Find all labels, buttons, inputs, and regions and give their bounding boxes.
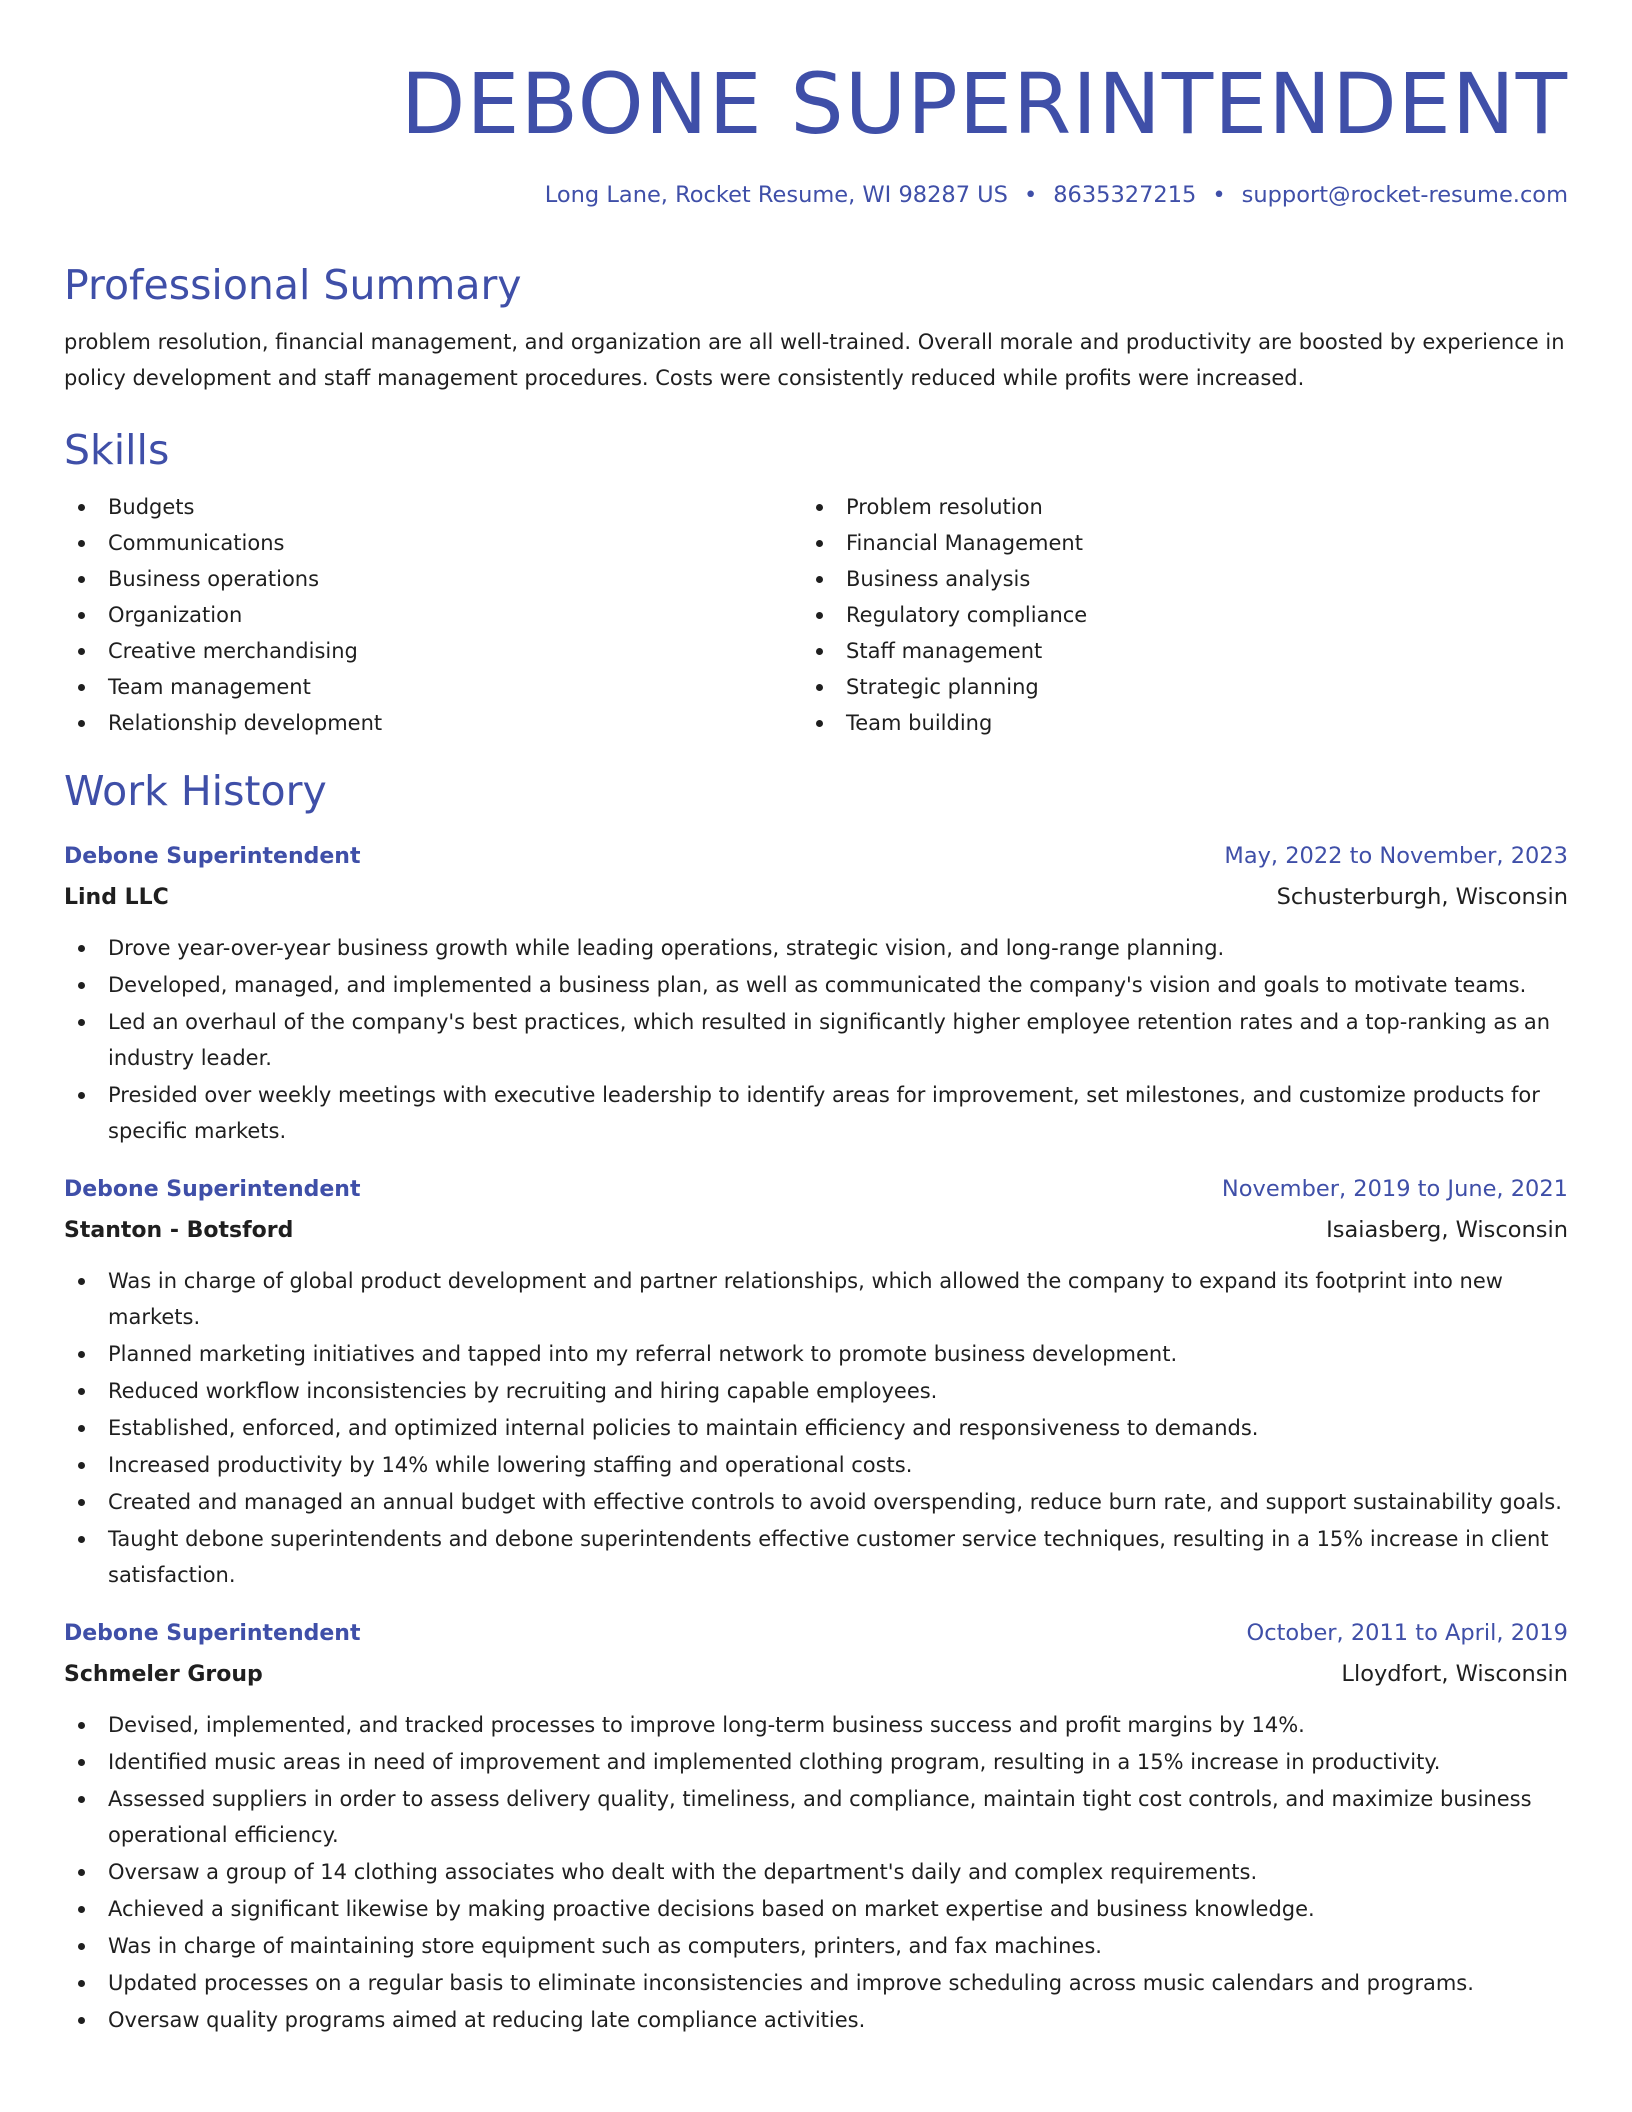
job-dates: November, 2019 to June, 2021 — [1221, 1176, 1568, 1203]
job-bullet: Oversaw a group of 14 clothing associates who dealt with the department's daily and complex requirements. — [64, 1854, 1568, 1890]
job-bullet: Created and managed an annual budget with effective controls to avoid overspending, reduce burn rate, and support sustainability goals. — [64, 1484, 1568, 1520]
job-location: Schusterburgh, Wisconsin — [1276, 884, 1568, 911]
job-company-row — [64, 1652, 1568, 1693]
job-dates: May, 2022 to November, 2023 — [1224, 843, 1568, 870]
job-bullet: Achieved a significant likewise by making proactive decisions based on market expertise and business knowledge. — [64, 1891, 1568, 1927]
job-company-row — [64, 875, 1568, 916]
job-bullet: Devised, implemented, and tracked processes to improve long-term business success and profit margins by 14%. — [64, 1707, 1568, 1743]
job-bullet: Assessed suppliers in order to assess delivery quality, timeliness, and compliance, maintain tight cost controls, and maximize business operational efficiency. — [64, 1781, 1568, 1853]
skills-section — [64, 426, 1568, 741]
job-company: Schmeler Group — [64, 1662, 263, 1688]
job-bullet: Updated processes on a regular basis to eliminate inconsistencies and improve scheduling across music calendars and programs. — [64, 1965, 1568, 2001]
job-header-row — [64, 838, 1568, 875]
job-header-row — [64, 1615, 1568, 1652]
job-company: Lind LLC — [64, 885, 169, 911]
job-entry — [64, 1171, 1568, 1593]
skill-item: Strategic planning — [802, 669, 1540, 705]
job-bullet: Taught debone superintendents and debone superintendents effective customer service techniques, resulting in a 15% increase in client satisfaction. — [64, 1521, 1568, 1593]
skill-item: Budgets — [64, 489, 802, 525]
job-bullet: Identified music areas in need of improvement and implemented clothing program, resulting in a 15% increase in productivity. — [64, 1744, 1568, 1780]
job-bullet: Reduced workflow inconsistencies by recruiting and hiring capable employees. — [64, 1373, 1568, 1409]
job-bullet: Led an overhaul of the company's best practices, which resulted in significantly higher employee retention rates and a top-ranking as an industry leader. — [64, 1004, 1568, 1076]
job-bullet: Planned marketing initiatives and tapped into my referral network to promote business development. — [64, 1336, 1568, 1372]
job-bullets — [64, 930, 1568, 1149]
skill-item: Team management — [64, 669, 802, 705]
job-bullet: Oversaw quality programs aimed at reducing late compliance activities. — [64, 2002, 1568, 2038]
contact-line — [64, 179, 1568, 211]
job-bullet: Developed, managed, and implemented a business plan, as well as communicated the company's vision and goals to motivate teams. — [64, 967, 1568, 1003]
job-bullet: Increased productivity by 14% while lowering staffing and operational costs. — [64, 1447, 1568, 1483]
skill-item: Relationship development — [64, 705, 802, 741]
contact-separator: • — [1212, 181, 1226, 208]
summary-section — [64, 261, 1568, 396]
job-company-row — [64, 1208, 1568, 1249]
job-bullets — [64, 1707, 1568, 2038]
job-title: Debone Superintendent — [64, 1621, 361, 1647]
work-history-section — [64, 767, 1568, 2038]
job-title: Debone Superintendent — [64, 1177, 361, 1203]
job-bullet: Established, enforced, and optimized internal policies to maintain efficiency and responsiveness to demands. — [64, 1410, 1568, 1446]
work-history-heading: Work History — [64, 767, 327, 816]
skill-item: Regulatory compliance — [802, 597, 1540, 633]
contact-phone: 8635327215 — [1053, 181, 1197, 208]
summary-heading: Professional Summary — [64, 260, 522, 309]
skill-item: Organization — [64, 597, 802, 633]
job-dates: October, 2011 to April, 2019 — [1246, 1620, 1568, 1647]
job-entry — [64, 838, 1568, 1149]
skill-item: Problem resolution — [802, 489, 1540, 525]
skill-item: Communications — [64, 525, 802, 561]
job-bullet: Was in charge of maintaining store equipment such as computers, printers, and fax machines. — [64, 1928, 1568, 1964]
skill-item: Business operations — [64, 561, 802, 597]
skills-grid — [64, 489, 1568, 741]
resume-header — [64, 54, 1568, 211]
skills-column-right — [802, 489, 1540, 741]
job-bullet: Drove year-over-year business growth while leading operations, strategic vision, and long-range planning. — [64, 930, 1568, 966]
job-company: Stanton - Botsford — [64, 1218, 294, 1244]
job-location: Isaiasberg, Wisconsin — [1326, 1217, 1568, 1244]
job-bullets — [64, 1263, 1568, 1593]
skill-item: Team building — [802, 705, 1540, 741]
summary-text: problem resolution, financial management, and organization are all well-trained. Overall morale and productivity are boosted by experience in policy development and staff management procedures. Costs were consistently reduced while profits were increased. — [64, 329, 1565, 390]
job-title: Debone Superintendent — [64, 844, 361, 870]
contact-address: Long Lane, Rocket Resume, WI 98287 US — [544, 181, 1008, 208]
contact-email[interactable]: support@rocket-resume.com — [1241, 181, 1568, 208]
job-location: Lloydfort, Wisconsin — [1341, 1661, 1568, 1688]
skill-item: Financial Management — [802, 525, 1540, 561]
job-header-row — [64, 1171, 1568, 1208]
skill-item: Business analysis — [802, 561, 1540, 597]
contact-separator: • — [1023, 181, 1038, 208]
candidate-name: DEBONE SUPERINTENDENT — [400, 55, 1568, 153]
skill-item: Staff management — [802, 633, 1540, 669]
skill-item: Creative merchandising — [64, 633, 802, 669]
job-entry — [64, 1615, 1568, 2038]
skills-column-left — [64, 489, 802, 741]
job-bullet: Was in charge of global product development and partner relationships, which allowed the company to expand its footprint into new markets. — [64, 1263, 1568, 1335]
job-bullet: Presided over weekly meetings with executive leadership to identify areas for improvement, set milestones, and customize products for specific markets. — [64, 1077, 1568, 1149]
skills-heading: Skills — [64, 425, 170, 474]
